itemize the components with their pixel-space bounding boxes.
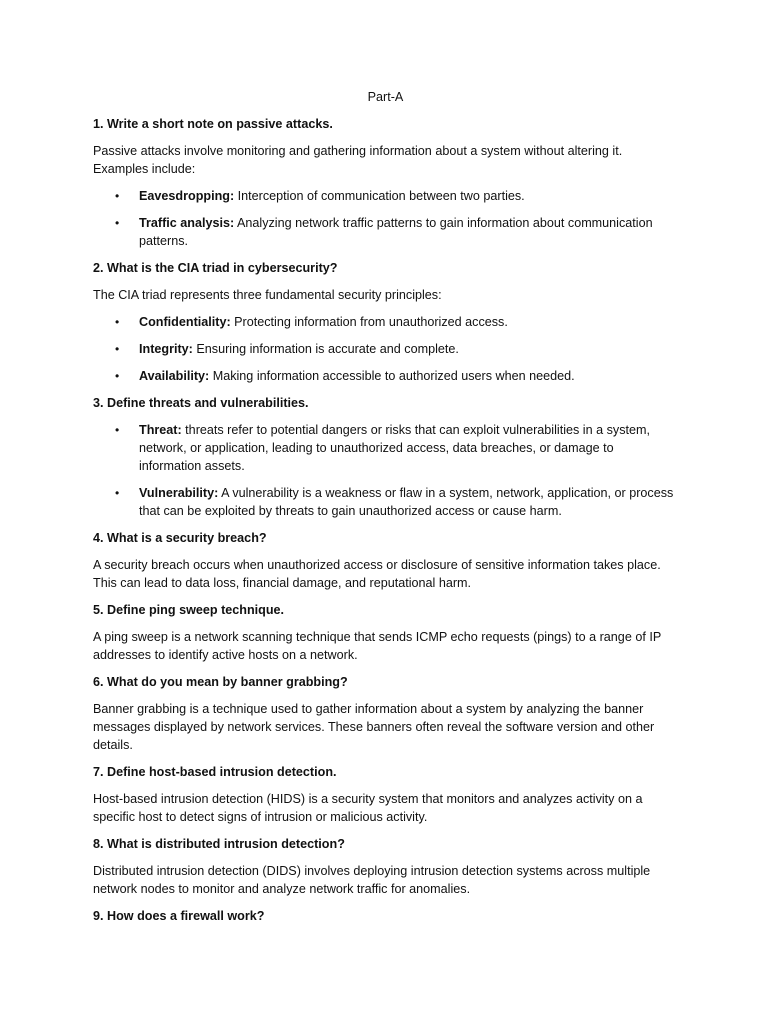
list-item-term: Integrity:: [139, 342, 193, 356]
list-item: [93, 340, 678, 358]
question-6: 6. What do you mean by banner grabbing?: [93, 675, 348, 689]
list-item-term: Traffic analysis:: [139, 216, 235, 230]
list-item-term: Eavesdropping:: [139, 189, 235, 203]
list-item: [93, 313, 678, 331]
bullet-icon: •: [115, 342, 120, 356]
list-item-text: A vulnerability is a weakness or flaw in a system, network, application, or process that can be exploited by threats to gain unauthorized access or cause harm.: [139, 486, 674, 518]
answer-3-list: [93, 421, 678, 520]
list-item-text: Protecting information from unauthorized access.: [230, 315, 508, 329]
question-5: 5. Define ping sweep technique.: [93, 603, 285, 617]
bullet-icon: •: [115, 423, 120, 437]
answer-1-intro: Passive attacks involve monitoring and gathering information about a system without altering it. Examples include:: [93, 144, 623, 176]
list-item-text: Making information accessible to authorized users when needed.: [209, 369, 575, 383]
answer-5: A ping sweep is a network scanning technique that sends ICMP echo requests (pings) to a range of IP addresses to identify active hosts on a network.: [93, 630, 661, 662]
answer-6: Banner grabbing is a technique used to gather information about a system by analyzing the banner messages displayed by network services. These banners often reveal the software version and other details.: [93, 702, 655, 752]
question-7: 7. Define host-based intrusion detection.: [93, 765, 337, 779]
question-2: 2. What is the CIA triad in cybersecurity?: [93, 261, 338, 275]
question-3: 3. Define threats and vulnerabilities.: [93, 396, 309, 410]
list-item-text: threats refer to potential dangers or risks that can exploit vulnerabilities in a system, network, or application, leading to unauthorized access, data breaches, or damage to information assets.: [139, 423, 650, 473]
document-content: [93, 88, 678, 934]
list-item-text: Interception of communication between two parties.: [234, 189, 525, 203]
list-item-term: Availability:: [139, 369, 210, 383]
list-item: [93, 367, 678, 385]
question-9: 9. How does a firewall work?: [93, 909, 265, 923]
list-item-term: Threat:: [139, 423, 182, 437]
list-item-term: Vulnerability:: [139, 486, 219, 500]
answer-2-intro: The CIA triad represents three fundamental security principles:: [93, 288, 442, 302]
answer-4: A security breach occurs when unauthorized access or disclosure of sensitive information takes place. This can lead to data loss, financial damage, and reputational harm.: [93, 558, 661, 590]
list-item-term: Confidentiality:: [139, 315, 231, 329]
answer-8: Distributed intrusion detection (DIDS) involves deploying intrusion detection systems across multiple network nodes to monitor and analyze network traffic for anomalies.: [93, 864, 651, 896]
answer-7: Host-based intrusion detection (HIDS) is a security system that monitors and analyzes activity on a specific host to detect signs of intrusion or malicious activity.: [93, 792, 643, 824]
question-8: 8. What is distributed intrusion detection?: [93, 837, 345, 851]
list-item-text: Analyzing network traffic patterns to gain information about communication patterns.: [139, 216, 653, 248]
list-item: [93, 214, 678, 250]
bullet-icon: •: [115, 369, 120, 383]
answer-2-list: [93, 313, 678, 385]
bullet-icon: •: [115, 486, 120, 500]
part-title: Part-A: [367, 90, 404, 104]
list-item: [93, 421, 678, 475]
question-1: 1. Write a short note on passive attacks.: [93, 117, 333, 131]
list-item-text: Ensuring information is accurate and complete.: [192, 342, 459, 356]
answer-1-list: [93, 187, 678, 250]
list-item: [93, 484, 678, 520]
bullet-icon: •: [115, 216, 120, 230]
bullet-icon: •: [115, 189, 120, 203]
bullet-icon: •: [115, 315, 120, 329]
question-4: 4. What is a security breach?: [93, 531, 267, 545]
list-item: [93, 187, 678, 205]
